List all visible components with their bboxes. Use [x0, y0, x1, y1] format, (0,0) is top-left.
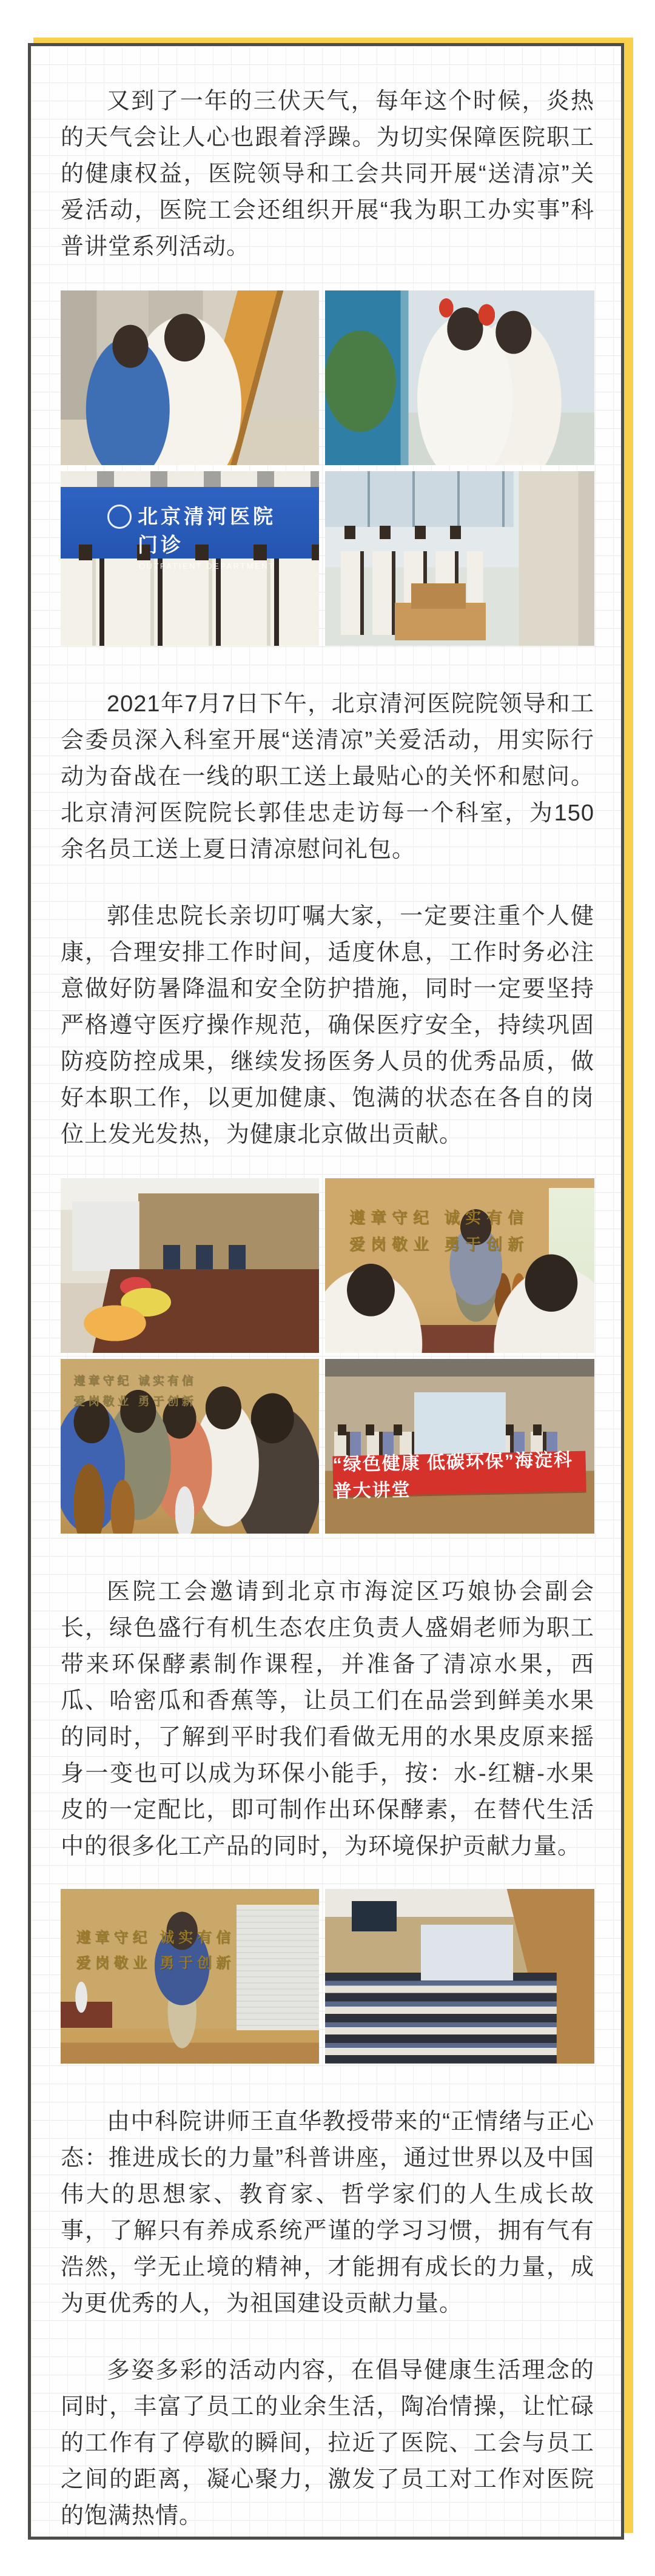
intro-paragraph: 又到了一年的三伏天气，每年这个时候，炎热的天气会让人心也跟着浮躁。为切实保障医院职工的健康权益，医院领导和工会共同开展“送清凉”关爱活动，医院工会还组织开展“我为职工办实事”科普讲堂系列活动。	[61, 89, 594, 260]
outpatient-sign	[110, 501, 296, 571]
wall-slogan-line-1: 遵章守纪 诚实有信	[76, 1930, 235, 1947]
grid-paper-sheet	[28, 43, 624, 2540]
photo-row-2	[61, 471, 594, 646]
wall-slogan	[349, 1204, 529, 1258]
wall-slogan	[73, 1371, 196, 1412]
photo-conference-fruit-table[interactable]	[61, 1178, 319, 1353]
photo-row-5	[61, 1889, 594, 2064]
photo-row-4	[61, 1359, 594, 1534]
photo-lobby-group[interactable]	[325, 471, 594, 646]
president-remarks-paragraph: 郭佳忠院长亲切叮嘱大家，一定要注重个人健康，合理安排工作时间，适度休息，工作时务必注意做好防暑降温和安全防护措施，同时一定要坚持严格遵守医疗操作规范，确保医疗安全，持续巩固防疫防控成果，继续发扬医务人员的优秀品质，做好本职工作，以更加健康、饱满的状态在各自的岗位上发光发热，为健康北京做出贡献。	[61, 904, 594, 1147]
photo-enzyme-lecture[interactable]	[325, 1178, 594, 1353]
wall-slogan-line-1: 遵章守纪 诚实有信	[73, 1375, 196, 1388]
visit-paragraph: 2021年7月7日下午，北京清河医院院领导和工会委员深入科室开展“送清凉”关爱活动，用实际行动为奋战在一线的职工送上最贴心的关怀和慰问。北京清河医院院长郭佳忠走访每一个科室，为150余名员工送上夏日清凉慰问礼包。	[61, 691, 594, 862]
sign-title: 北京清河医院门诊	[137, 505, 276, 556]
hospital-logo-icon	[107, 505, 132, 529]
photo-outpatient-group[interactable]	[61, 471, 319, 646]
photo-white-coat-box-handover[interactable]	[325, 290, 594, 465]
science-lecture-paragraph: 由中科院讲师王直华教授带来的“正情绪与正心态：推进成长的力量”科普讲座，通过世界以及中国伟大的思想家、教育家、哲学家们的人生成长故事，了解只有养成系统严谨的学习习惯，拥有气有浩然，学无止境的精神，才能拥有成长的力量，成为更优秀的人，为祖国建设贡献力量。	[61, 2109, 594, 2316]
wall-slogan-line-1: 遵章守纪 诚实有信	[349, 1209, 529, 1227]
red-banner: “绿色健康 低碳环保”海淀科普大讲堂	[333, 1451, 587, 1496]
wall-slogan-line-2: 爱岗敬业 勇于创新	[349, 1235, 529, 1254]
photo-lecture-hall-audience[interactable]	[325, 1889, 594, 2064]
closing-paragraph: 多姿多彩的活动内容，在倡导健康生活理念的同时，丰富了员工的业余生活，陶冶情操，让忙碌的工作有了停歇的瞬间，拉近了医院、工会与员工之间的距离，凝心聚力，激发了员工对工作对医院的饱满热情。	[61, 2358, 594, 2529]
photo-tasting-session[interactable]	[61, 1359, 319, 1534]
photo-pharmacy-gift-handover[interactable]	[61, 290, 319, 465]
enzyme-course-paragraph: 医院工会邀请到北京市海淀区巧娘协会副会长，绿色盛行有机生态农庄负责人盛娟老师为职工带来环保酵素制作课程，并准备了清凉水果，西瓜、哈密瓜和香蕉等，让员工们在品尝到鲜美水果的同时，了解到平时我们看做无用的水果皮原来摇身一变也可以成为环保小能手，按：水-红糖-水果皮的一定配比，即可制作出环保酵素，在替代生活中的很多化工产品的同时，为环境保护贡献力量。	[61, 1579, 594, 1859]
wall-slogan	[76, 1925, 235, 1976]
wall-slogan-line-2: 爱岗敬业 勇于创新	[76, 1955, 235, 1972]
photo-banner-group[interactable]	[325, 1359, 594, 1534]
wall-slogan-line-2: 爱岗敬业 勇于创新	[73, 1395, 196, 1409]
sign-subtitle: OUTPATIENT DEPARTMENT	[138, 561, 275, 571]
photo-row-3	[61, 1178, 594, 1353]
photo-row-1	[61, 290, 594, 465]
photo-professor-lecture[interactable]	[61, 1889, 319, 2064]
